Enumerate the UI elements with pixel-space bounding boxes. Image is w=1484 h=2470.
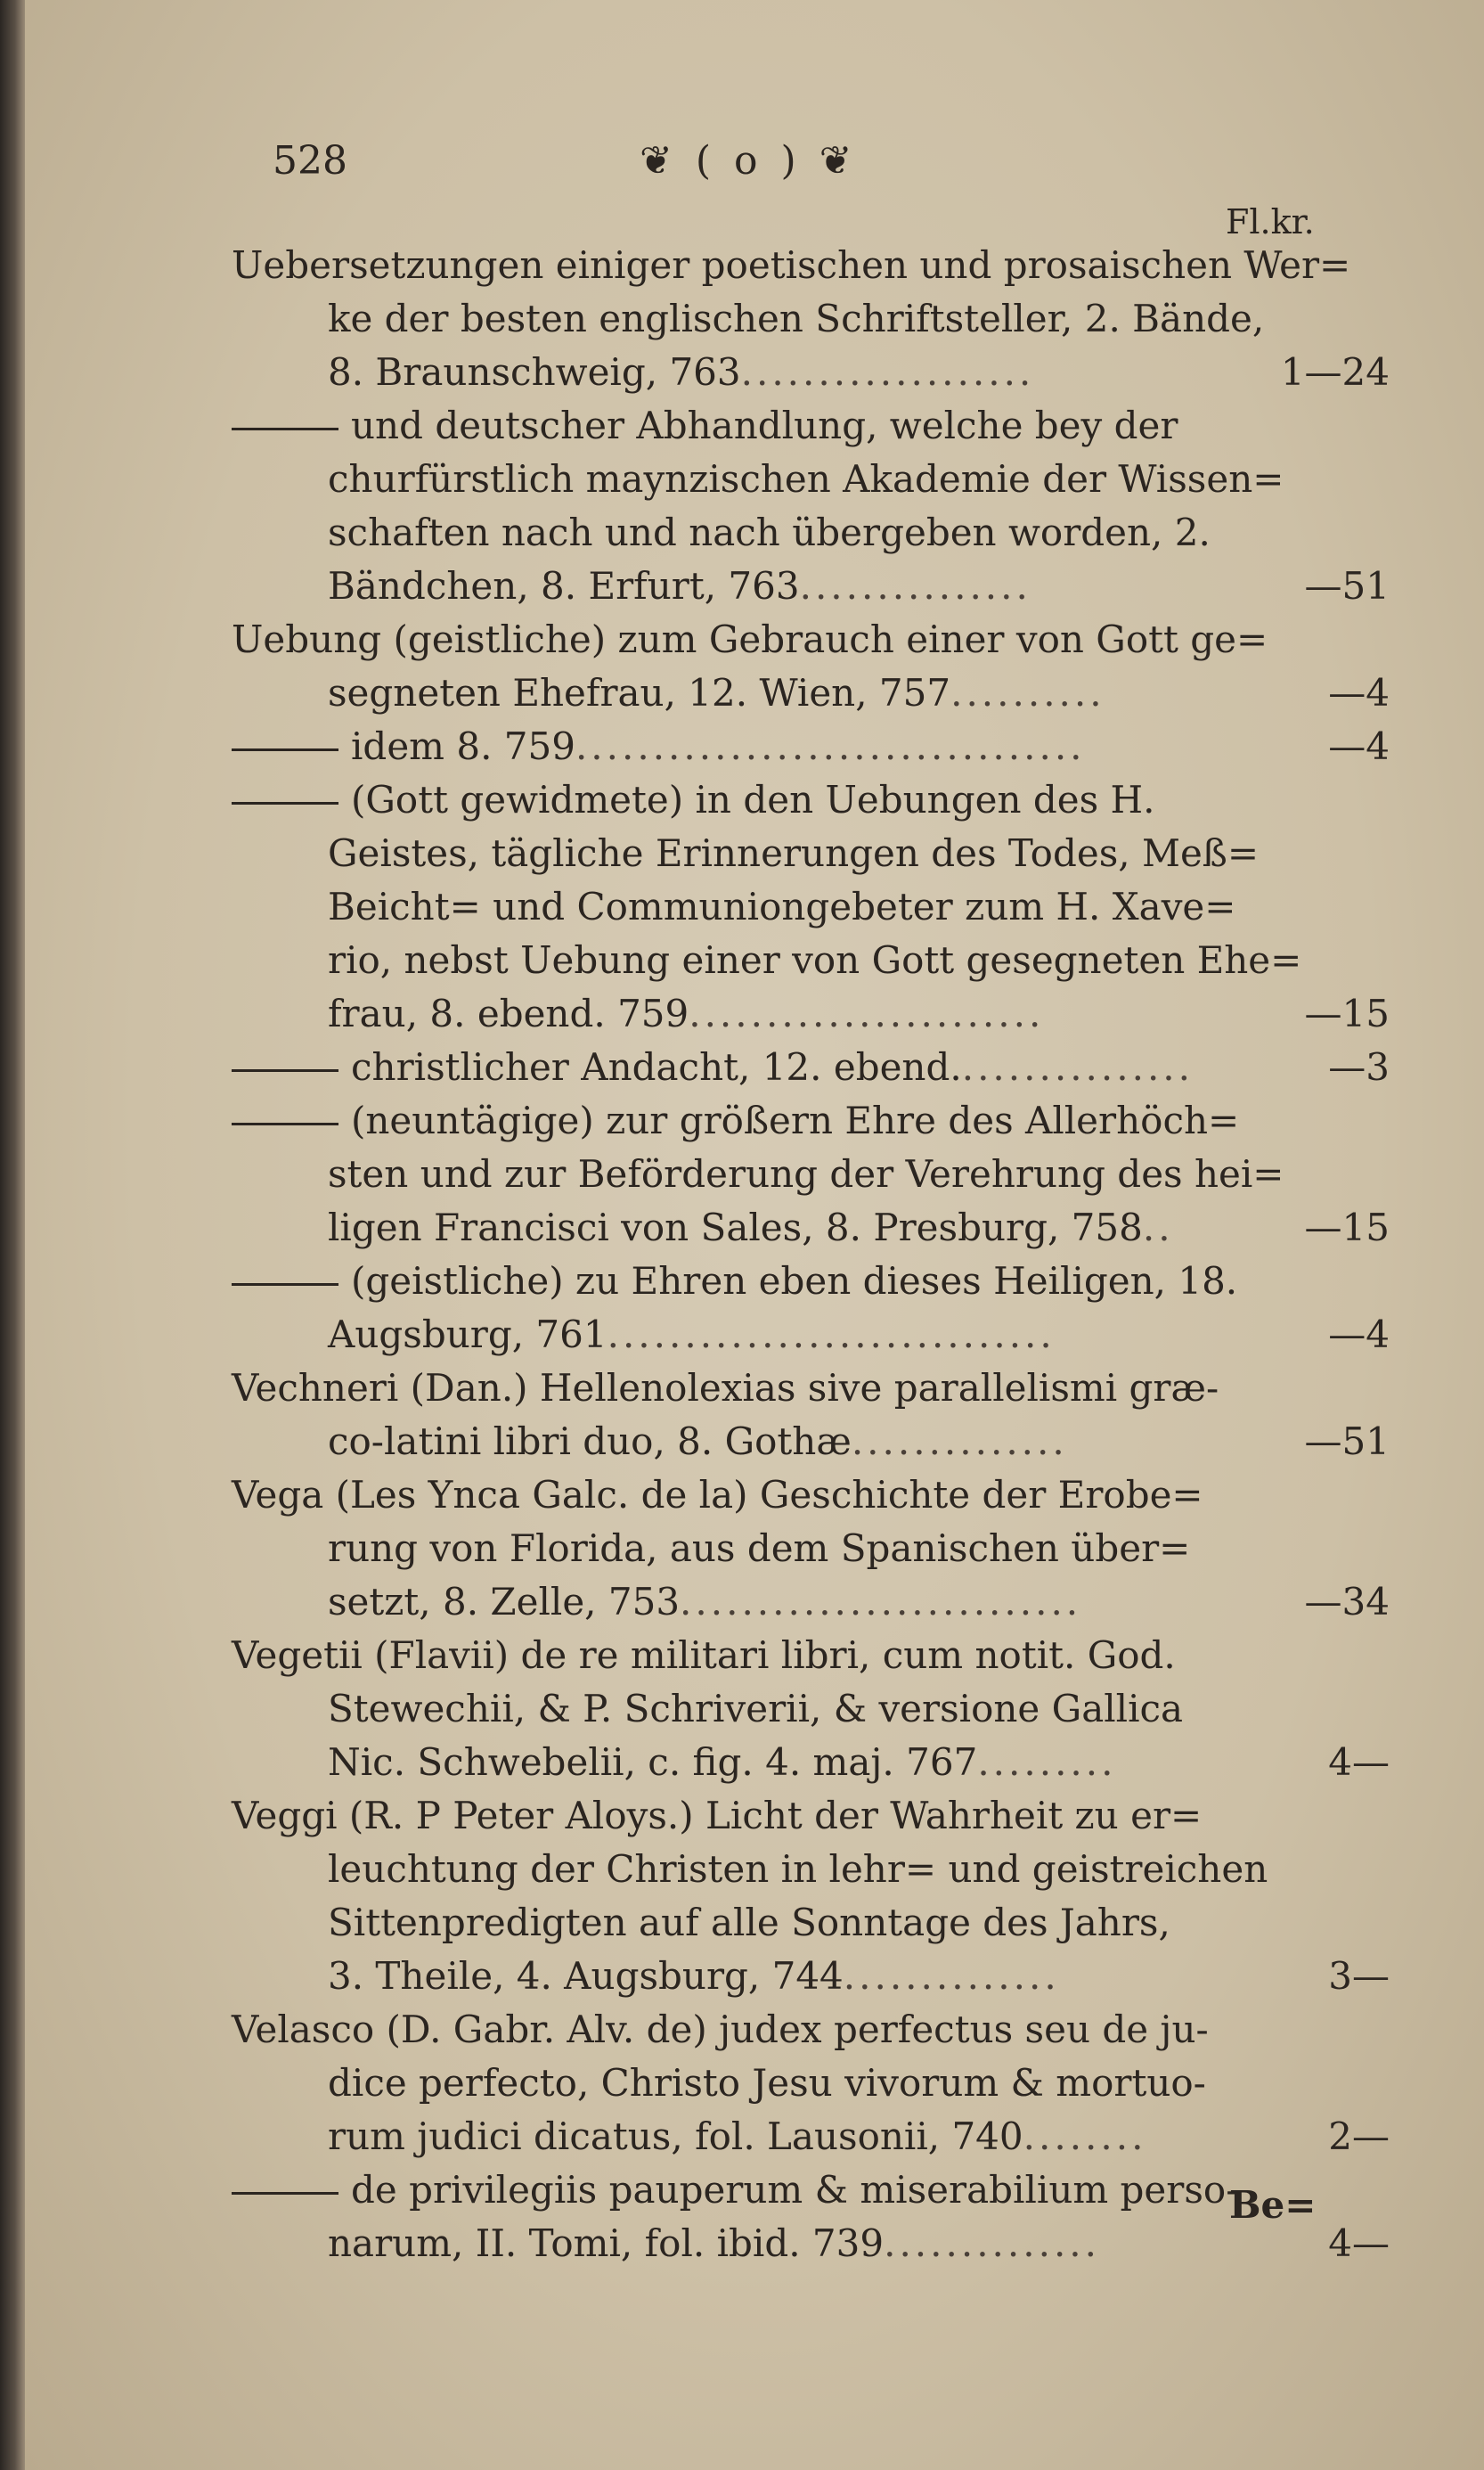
entry-text: narum, II. Tomi, fol. ibid. 739 <box>328 2221 885 2265</box>
catalog-entry <box>232 239 1390 399</box>
page-edge <box>0 0 25 2470</box>
entry-line <box>232 1362 1390 1415</box>
entry-line <box>232 613 1390 667</box>
price-column-heading: Fl.kr. <box>1226 202 1315 241</box>
catalog-entry <box>232 2003 1390 2163</box>
entry-line <box>232 292 1390 346</box>
entry-text: idem 8. 759 <box>351 724 575 768</box>
entry-text: rio, nebst Uebung einer von Gott gesegneten Ehe= <box>328 938 1302 982</box>
entry-line <box>232 1522 1390 1575</box>
entry-line <box>232 2110 1390 2163</box>
page-number: 528 <box>273 138 347 184</box>
entry-line <box>232 827 1390 880</box>
entry-line <box>232 1415 1390 1468</box>
dot-leader: ............... <box>799 564 1031 608</box>
dot-leader: .......... <box>950 671 1105 715</box>
entry-text: Geistes, tägliche Erinnerungen des Todes, Meß= <box>328 831 1260 875</box>
entry-line <box>232 720 1390 773</box>
entry-text: 3. Theile, 4. Augsburg, 744 <box>328 1954 844 1998</box>
entry-text: Beicht= und Communiongebeter zum H. Xave= <box>328 885 1236 928</box>
entry-price: —4 <box>1328 671 1390 715</box>
entry-price: 4— <box>1328 1740 1390 1784</box>
entry-text: Uebung (geistliche) zum Gebrauch einer von Gott ge= <box>232 618 1268 661</box>
entry-text: Uebersetzungen einiger poetischen und prosaischen Wer= <box>232 243 1351 287</box>
entry-line <box>232 1950 1390 2003</box>
entry-price: —4 <box>1328 1313 1390 1356</box>
dot-leader: ................... <box>740 350 1035 394</box>
entry-text: rung von Florida, aus dem Spanischen über= <box>328 1526 1191 1570</box>
ditto-dash <box>232 748 338 751</box>
entry-text: ke der besten englischen Schriftsteller, 2. Bände, <box>328 297 1265 340</box>
entry-text: sten und zur Beförderung der Verehrung des hei= <box>328 1152 1284 1196</box>
entry-text: Bändchen, 8. Erfurt, 763 <box>328 564 800 608</box>
entry-text: 8. Braunschweig, 763 <box>328 350 741 394</box>
entry-line <box>232 773 1390 827</box>
entry-text: Sittenpredigten auf alle Sonntage des Jahrs, <box>328 1901 1170 1944</box>
entry-text: (Gott gewidmete) in den Uebungen des H. <box>351 778 1155 822</box>
entry-text: frau, 8. ebend. 759 <box>328 992 689 1035</box>
entry-text: setzt, 8. Zelle, 753 <box>328 1580 681 1623</box>
entry-price: 3— <box>1328 1954 1390 1998</box>
catalog-entry <box>232 1789 1390 2003</box>
entry-price: —15 <box>1304 1206 1390 1249</box>
entry-text: Augsburg, 761 <box>328 1313 607 1356</box>
catalog-entry <box>232 720 1390 773</box>
entry-text: (geistliche) zu Ehren eben dieses Heiligen, 18. <box>351 1259 1238 1303</box>
entry-line <box>232 453 1390 506</box>
entry-line <box>232 1843 1390 1896</box>
entry-line <box>232 1308 1390 1362</box>
entry-text: dice perfecto, Christo Jesu vivorum & mortuo- <box>328 2061 1206 2105</box>
entry-price: —51 <box>1304 1419 1390 1463</box>
entry-line <box>232 1896 1390 1950</box>
entry-price: —51 <box>1304 564 1390 608</box>
catalog-entry <box>232 2163 1390 2270</box>
entry-text: co-latini libri duo, 8. Gothæ <box>328 1419 852 1463</box>
dot-leader: .............. <box>851 1419 1068 1463</box>
catalog-entries <box>232 239 1390 2270</box>
entry-line <box>232 1575 1390 1629</box>
entry-line <box>232 399 1390 453</box>
entry-line <box>232 1736 1390 1789</box>
entry-line <box>232 667 1390 720</box>
catalog-entry <box>232 773 1390 1041</box>
dot-leader: ................................. <box>575 724 1086 768</box>
entry-line <box>232 239 1390 292</box>
book-page <box>25 0 1484 2470</box>
entry-text: Nic. Schwebelii, c. fig. 4. maj. 767 <box>328 1740 978 1784</box>
catchword: Be= <box>1229 2183 1317 2227</box>
entry-price: 1—24 <box>1280 350 1390 394</box>
entry-text: Vega (Les Ynca Galc. de la) Geschichte der Erobe= <box>232 1473 1203 1517</box>
entry-line <box>232 2217 1390 2270</box>
entry-line <box>232 1255 1390 1308</box>
dot-leader: ......... <box>977 1740 1117 1784</box>
entry-text: Vegetii (Flavii) de re militari libri, cum notit. God. <box>232 1633 1176 1677</box>
ditto-dash <box>232 1069 338 1072</box>
catalog-entry <box>232 1468 1390 1629</box>
dot-leader: .............. <box>884 2221 1101 2265</box>
entry-text: Veggi (R. P Peter Aloys.) Licht der Wahrheit zu er= <box>232 1794 1203 1837</box>
catalog-entry <box>232 1362 1390 1468</box>
entry-line <box>232 1201 1390 1255</box>
entry-line <box>232 346 1390 399</box>
entry-line <box>232 987 1390 1041</box>
header-ornament: ❦ ( o ) ❦ <box>640 138 858 184</box>
dot-leader: .............. <box>843 1954 1060 1998</box>
catalog-entry <box>232 1041 1390 1094</box>
entry-text: churfürstlich maynzischen Akademie der Wissen= <box>328 457 1284 501</box>
entry-text: de privilegiis pauperum & miserabilium perso- <box>351 2168 1239 2212</box>
ditto-dash <box>232 1283 338 1286</box>
entry-price: —15 <box>1304 992 1390 1035</box>
ditto-dash <box>232 1123 338 1125</box>
entry-line <box>232 2057 1390 2110</box>
ditto-dash <box>232 428 338 430</box>
catalog-entry <box>232 399 1390 613</box>
entry-line <box>232 1148 1390 1201</box>
entry-text: Stewechii, & P. Schriverii, & versione Gallica <box>328 1687 1184 1730</box>
entry-line <box>232 1629 1390 1682</box>
dot-leader: ........ <box>1023 2114 1147 2158</box>
entry-price: —4 <box>1328 724 1390 768</box>
dot-leader: ............................. <box>607 1313 1056 1356</box>
catalog-entry <box>232 1094 1390 1255</box>
entry-text: Velasco (D. Gabr. Alv. de) judex perfectus seu de ju- <box>232 2008 1209 2051</box>
entry-text: leuchtung der Christen in lehr= und geistreichen <box>328 1847 1268 1891</box>
dot-leader: .. <box>1142 1206 1174 1249</box>
entry-line <box>232 880 1390 934</box>
entry-text: ligen Francisci von Sales, 8. Presburg, 758 <box>328 1206 1143 1249</box>
ditto-dash <box>232 2192 338 2195</box>
dot-leader: .......................... <box>680 1580 1082 1623</box>
entry-price: —34 <box>1304 1580 1390 1623</box>
entry-line <box>232 506 1390 560</box>
entry-text: schaften nach und nach übergeben worden, 2. <box>328 511 1211 554</box>
dot-leader: ....................... <box>689 992 1045 1035</box>
entry-text: (neuntägige) zur größern Ehre des Allerhöch= <box>351 1099 1240 1142</box>
ditto-dash <box>232 802 338 805</box>
catalog-entry <box>232 1629 1390 1789</box>
catalog-entry <box>232 613 1390 720</box>
entry-line <box>232 1789 1390 1843</box>
entry-line <box>232 934 1390 987</box>
entry-price: 4— <box>1328 2221 1390 2265</box>
entry-text: rum judici dicatus, fol. Lausonii, 740 <box>328 2114 1023 2158</box>
catalog-entry <box>232 1255 1390 1362</box>
entry-text: segneten Ehefrau, 12. Wien, 757 <box>328 671 951 715</box>
entry-price: —3 <box>1328 1045 1390 1089</box>
entry-line <box>232 560 1390 613</box>
entry-price: 2— <box>1328 2114 1390 2158</box>
entry-line <box>232 2003 1390 2057</box>
entry-line <box>232 1094 1390 1148</box>
dot-leader: ............... <box>961 1045 1194 1089</box>
entry-text: Vechneri (Dan.) Hellenolexias sive parallelismi græ- <box>232 1366 1219 1410</box>
entry-line <box>232 1468 1390 1522</box>
entry-text: christlicher Andacht, 12. ebend. <box>351 1045 962 1089</box>
page-header <box>25 138 1484 241</box>
entry-text: und deutscher Abhandlung, welche bey der <box>351 404 1178 447</box>
entry-line <box>232 1041 1390 1094</box>
entry-line <box>232 1682 1390 1736</box>
entry-line <box>232 2163 1390 2217</box>
